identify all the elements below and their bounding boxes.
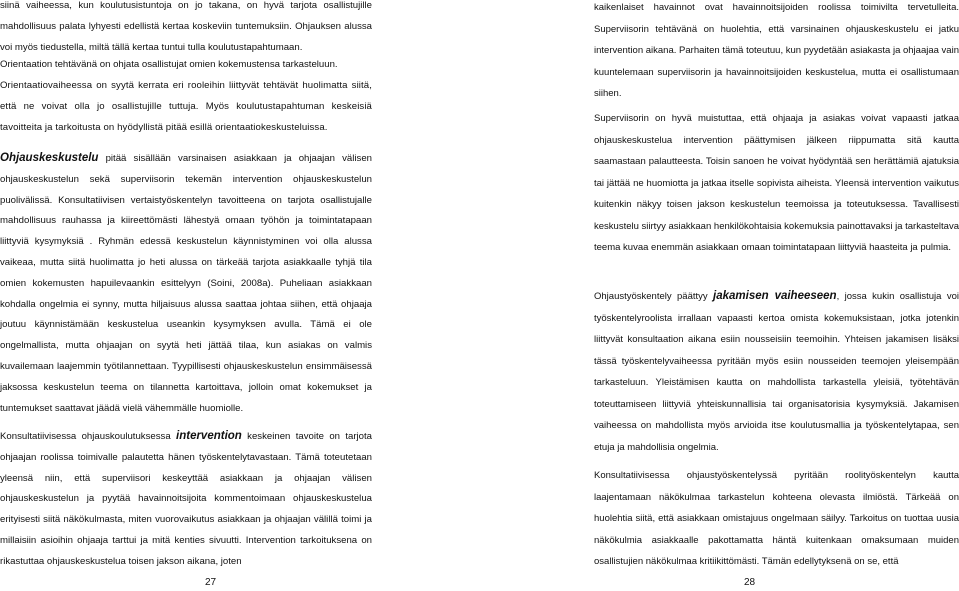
paragraph-2: Orientaation tehtävänä on ohjata osallistujat omien kokemustensa tarkasteluun.: [0, 59, 338, 70]
term-ohjauskeskustelu: Ohjauskeskustelu: [0, 152, 99, 164]
paragraph-3: Orientaatiovaiheessa on syytä kerrata eri rooleihin liittyvät tehtävät huolimatta siitä, että ne voivat olla jo osallistujille tuttuja. Myös koulutustapahtuman keskeisiä tavoitteita ja tarkoitusta on hyödyllistä pitää esillä orientaatiokeskusteluissa.: [0, 80, 372, 133]
paragraph-jakaminen-text: , jossa kukin osallistuja voi työskentelyroolista irrallaan vapaasti kertoa omista kokemuksistaan, jotka jotenkin liittyvät konsultaation aikana esiin nousseisiin teemoihin. Yhteisen jakamisen lisäksi tässä työskentelyvaiheessa pyritään myös esiin nousseiden teemojen yleisempään tarkasteluun. Yleistämisen kautta on mahdollista tarkastella yleisiä, työtehtävän toteuttamiseen liittyviä yhteiskunnallisia tai organisatorisia kysymyksiä. Jakamisen vaiheessa on mahdollista myös arvioida itse koulutusmallia ja työskentelytapaa, sen etuja ja mahdollisia ongelmia.: [594, 291, 959, 453]
paragraph-intervention-text: keskeinen tavoite on tarjota ohjaajan roolissa toimivalle palautetta hänen työskentelytavastaan. Tämä toteutetaan yleensä niin, että superviisori keskeyttää asiakkaan ja ohjaajan välisen ohjauskeskustelun ja pyytää havainnoitsijoita kommentoimaan ohjauskeskustelua erityisesti siitä näkökulmasta, miten vuorovaikutus asiakkaan ja ohjaajan välillä toimi ja millaisiin asioihin ohjaaja tarttui ja mitä kenties sivuutti. Intervention tarkoituksena on rikastuttaa ohjauskeskustelua toisen jakson aikana, joten: [0, 431, 372, 567]
paragraph-1: siinä vaiheessa, kun koulutusistuntoja on jo takana, on hyvä tarjota osallistujille mahdollisuus palata lyhyesti edellistä kertaa koskeviin tuntemuksiin. Ohjauksen alussa voi myös tiedustella, miltä tällä kertaa tuntui tulla koulutustapahtumaan.: [0, 0, 372, 53]
paragraph-intervention: [0, 426, 372, 573]
paragraph-r1: kaikenlaiset havainnot ovat havainnoitsijoiden roolissa toimivilta tervetulleita. Superviisorin tehtävänä on huolehtia, että varsinainen ohjauskeskustelu ei jatku intervention aikana. Parhaiten tämä toteutuu, kun pyydetään asiakasta ja ohjaajaa vain kuuntelemaan superviisorin ja havainnoitsijoiden keskustelua, mutta ei osallistumaan siihen.: [594, 2, 959, 99]
term-jakamisen-vaiheeseen: jakamisen vaiheeseen: [713, 290, 837, 302]
paragraph-r2: Superviisorin on hyvä muistuttaa, että ohjaaja ja asiakas voivat vapaasti jatkaa ohjauskeskustelua intervention päättymisen jälkeen riippumatta sitä kautta saamastaan palautteesta. Toisin sanoen he voivat hyödyntää sen herättämiä ajatuksia tai jättää ne huomiotta ja jatkaa itselle sopivista aiheista. Yleensä intervention vaikutus kuitenkin näkyy toisen jakson keskustelun teemoissa ja toteutuksessa. Tavallisesti keskustelu siirtyy asiakkaan henkilökohtaisia kokemuksia painottavaksi ja tarkasteltava teema kuvaa enemmän asiakkaan omaan toimintatapaan liittyviä haasteita ja pulmia.: [594, 113, 959, 253]
paragraph-ohjauskeskustelu-text: pitää sisällään varsinaisen asiakkaan ja ohjaajan välisen ohjauskeskustelun sekä superviisorin tekemän intervention ohjauskeskustelun puolivälissä. Konsultatiivisen vertaistyöskentelyn tavoitteena on tarjota osallistujalle mahdollisuus rauhassa ja kiireettömästi lähestyä omaan työhön ja toimintatapaan liittyviä kysymyksiä . Ryhmän edessä keskustelun käynnistyminen voi olla alussa vaikeaa, mutta siitä huolimatta jo heti alussa on tärkeää tarjota asiakkaalle tyhjä tila omien kokemusten hapuilevaankin esittelyyn (Soini, 2008a). Puheliaan asiakkaan kohdalla ongelmia ei synny, mutta hiljaisuus alussa saattaa johtaa siihen, että ohjaaja joutuu käynnistämään keskustelua useankin kysymyksen avulla. Tämä ei ole ongelmallista, mutta ohjaajan on syytä heti jättää tilaa, kun asiakas on valmis kuvailemaan laajemmin työtilannettaan. Tyypillisesti ohjauskeskustelun ensimmäisessä jaksossa keskustelun teema on tilannetta kartoittava, jolloin omat kokemukset ja tuntemukset saattavat jäädä vielä vähemmälle huomiolle.: [0, 153, 372, 414]
paragraph-ohjauskeskustelu: [0, 148, 372, 419]
left-page: [0, 0, 372, 591]
paragraph-r4: Konsultatiivisessa ohjaustyöskentelyssä pyritään roolityöskentelyn kautta laajentamaan näkökulmaa tarkastelun kohteena olevasta ilmiöstä. Tärkeää on huolehtia siitä, että asiakkaan omistajuus ongelmaan säilyy. Tarkoitus on tuottaa uusia näkökulmia asiakkaalle pakottamatta häntä kuitenkaan omaksumaan muiden osallistujien näkökulmaa kritiikittömästi. Tämän edellytyksenä on se, että: [594, 470, 959, 567]
term-intervention: intervention: [176, 430, 242, 442]
paragraph-jakaminen-lead: Ohjaustyöskentely päättyy: [594, 291, 714, 302]
paragraph-intervention-lead: Konsultatiivisessa ohjauskoulutuksessa: [0, 431, 177, 442]
paragraph-jakaminen: [594, 286, 959, 458]
page-number-left: 27: [205, 577, 217, 588]
page-number-right: 28: [744, 577, 756, 588]
right-page: [594, 0, 959, 591]
